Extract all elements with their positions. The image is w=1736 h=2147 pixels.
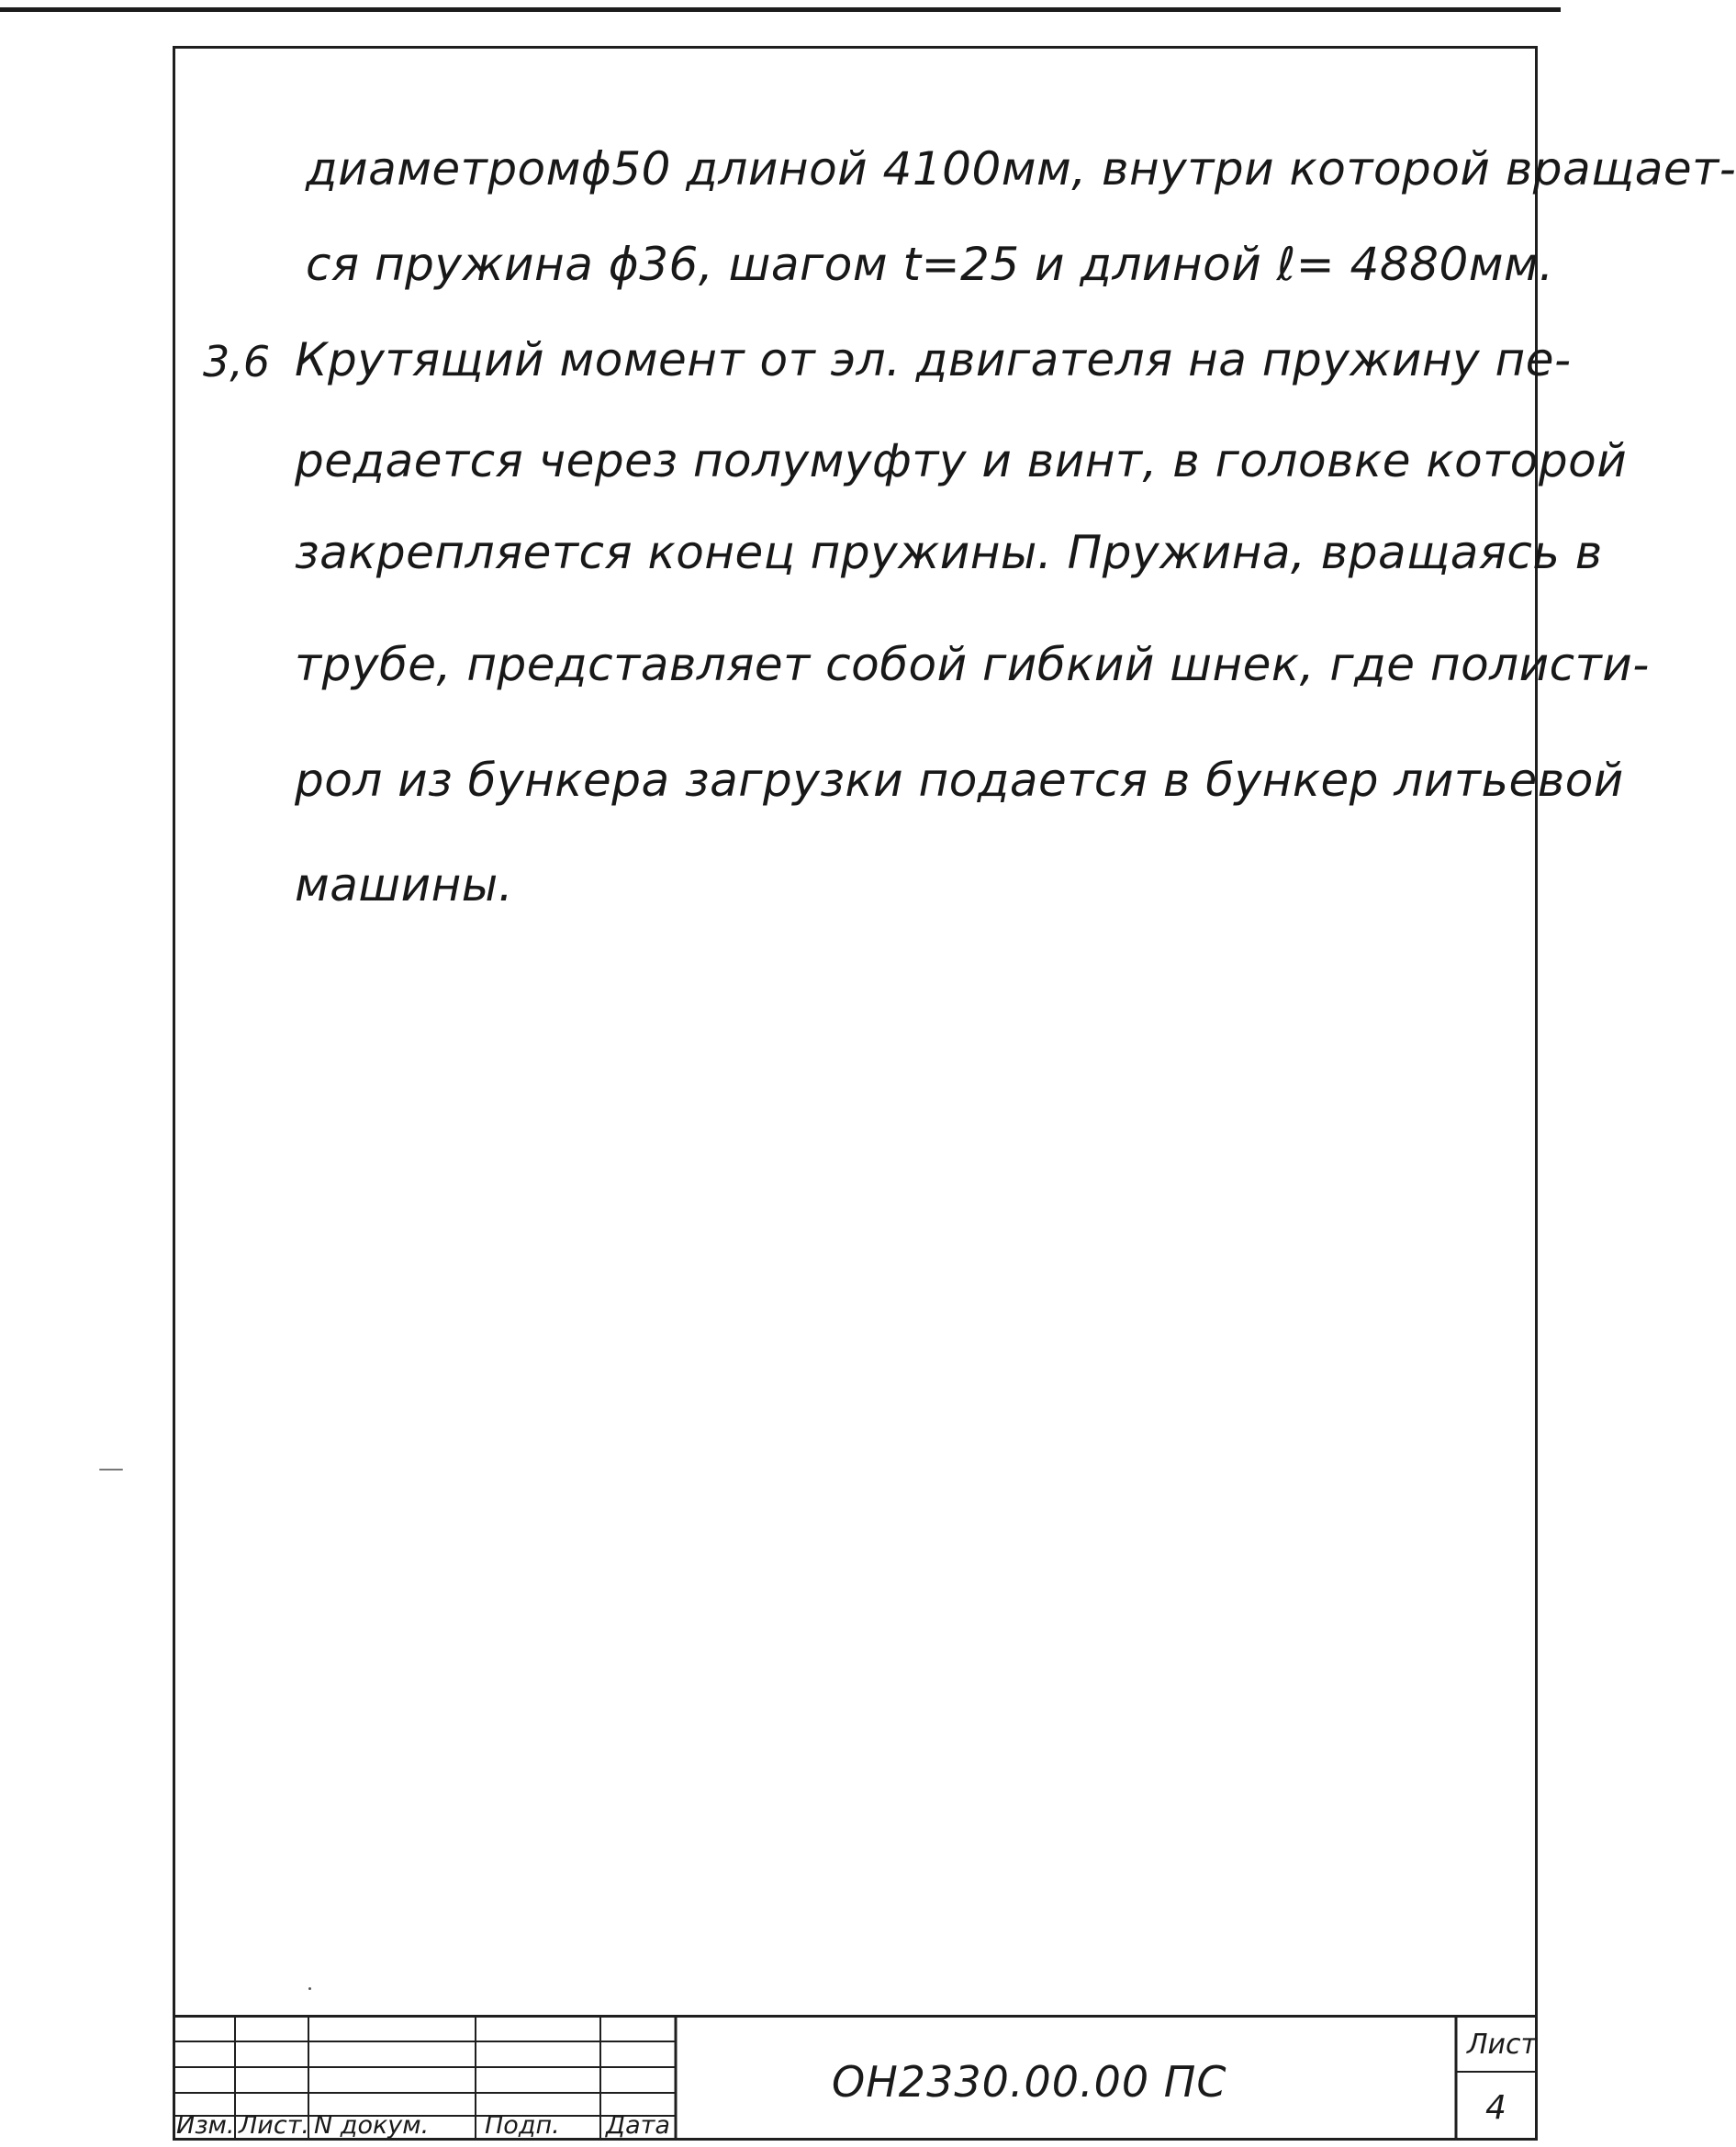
title-block-izm-label: Изм. <box>176 2111 235 2140</box>
scan-speck <box>308 1987 311 1990</box>
title-block <box>173 2015 1538 2141</box>
text-line-7: рол из бункера загрузки подается в бункер литьевой <box>295 754 1624 807</box>
title-block-list-label: Лист. <box>239 2111 310 2140</box>
sheet-number: 4 <box>1485 2089 1506 2127</box>
text-line-2: ся пружина ϕ36, шагом t=25 и длиной ℓ= 4880мм. <box>306 238 1554 291</box>
text-line-5: закрепляется конец пружины. Пружина, вращаясь в <box>295 526 1603 579</box>
body-text <box>175 49 1736 2138</box>
title-block-data-label: Дата <box>606 2111 670 2140</box>
top-border-rule <box>0 7 1561 12</box>
document-code: ОН2330.00.00 ПС <box>832 2057 1227 2107</box>
sheet-label: Лист <box>1467 2029 1538 2061</box>
text-line-1: диаметромϕ50 длиной 4100мм, внутри которой вращает- <box>306 142 1736 196</box>
scan-speck <box>99 1469 123 1470</box>
text-line-4: редается через полумуфту и винт, в головке которой <box>295 434 1628 487</box>
sheet-frame <box>173 46 1736 2141</box>
text-line-3: Крутящий момент от эл. двигателя на пружину пе- <box>295 333 1572 386</box>
text-line-6: трубе, представляет собой гибкий шнек, где полисти- <box>295 638 1650 691</box>
text-line-8: машины. <box>295 858 514 911</box>
section-number: 3,6 <box>203 337 271 386</box>
title-block-ndokum-label: N докум. <box>314 2111 430 2140</box>
title-block-podp-label: Подп. <box>485 2111 560 2140</box>
